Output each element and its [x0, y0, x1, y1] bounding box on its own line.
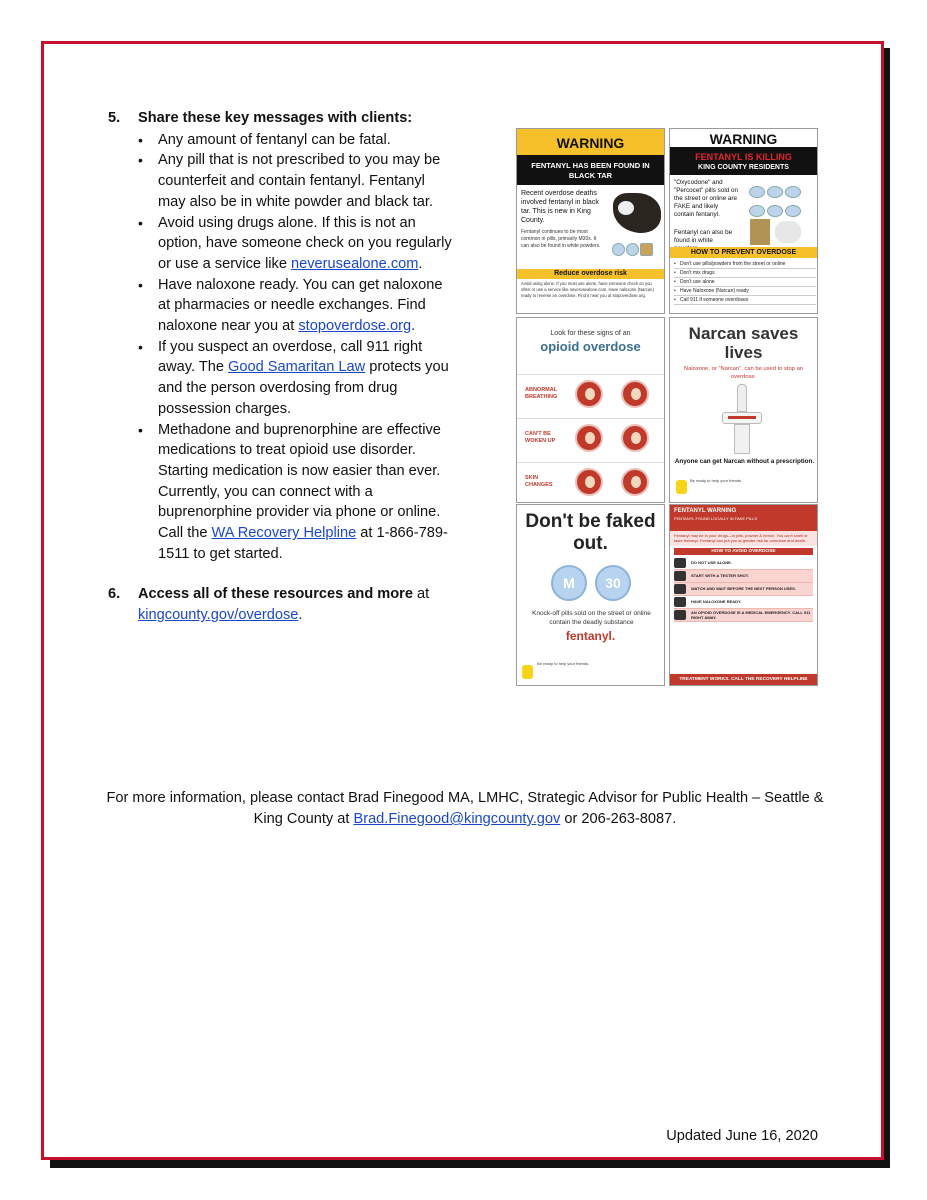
key-messages — [108, 108, 453, 626]
poster-title: Don't be faked out. — [525, 511, 656, 554]
item-6: 6. Access all of these resources and more at kingcounty.gov/overdose. — [108, 584, 453, 625]
item-number: 5. — [108, 110, 121, 126]
pill-icon: 30 — [595, 565, 631, 601]
reduce-risk-band: Reduce overdose risk — [517, 269, 664, 279]
good-samaritan-law-link[interactable]: Good Samaritan Law — [228, 359, 366, 376]
poster-footer-band: TREATMENT WORKS. CALL THE RECOVERY HELPLINE — [670, 674, 817, 685]
clock-icon — [674, 584, 686, 594]
pills-image — [612, 243, 654, 261]
tip-row: DO NOT USE ALONE. — [674, 557, 813, 570]
warning-header: FENTANYL WARNING FENTANYL FOUND LOCALLY IN FAKE PILLS — [670, 505, 817, 531]
bullet-list — [138, 130, 453, 565]
list-item: • Don't mix drugs — [674, 269, 816, 278]
poster-overdose-signs — [516, 317, 665, 503]
sign-illustration-icon — [575, 468, 603, 496]
poster-footnote: Be ready to help your friends. — [537, 661, 590, 666]
poster-text: Fentanyl can also be found in white — [674, 229, 733, 244]
poster-text: fentanyl. — [565, 629, 616, 643]
poster-black-tar — [516, 128, 665, 314]
item-5 — [108, 108, 453, 564]
warning-header: WARNING — [517, 129, 664, 157]
poster-text: Naloxone, or "Narcan", can be used to stop an overdose. — [683, 366, 804, 380]
warning-band: KING COUNTY RESIDENTS — [670, 163, 817, 175]
poster-fake-pills — [516, 504, 665, 686]
poster-title: opioid overdose — [540, 339, 641, 354]
people-icon — [674, 558, 686, 568]
item-number: 6. — [108, 586, 121, 603]
poster-text: Knock-off pills sold on the street or online contain the deadly substance — [532, 610, 651, 626]
neverusealone-link[interactable]: neverusealone.com — [291, 255, 419, 272]
powder-image — [750, 219, 770, 245]
snapchat-icon — [522, 665, 533, 679]
bullet-item: • Any amount of fentanyl can be fatal. — [138, 130, 453, 151]
wa-recovery-helpline-link[interactable]: WA Recovery Helpline — [211, 525, 357, 542]
tip-row: AN OPIOID OVERDOSE IS A MEDICAL EMERGENCY. CALL 911 RIGHT AWAY. — [674, 609, 813, 622]
warning-header: WARNING — [670, 129, 817, 149]
tip-row: HAVE NALOXONE READY. — [674, 596, 813, 609]
sign-illustration-icon — [621, 380, 649, 408]
prevent-list — [674, 260, 816, 305]
poster-text: Look for these signs of an — [550, 330, 631, 337]
contact-email-link[interactable]: Brad.Finegood@kingcounty.gov — [353, 811, 561, 827]
black-tar-image — [613, 193, 661, 233]
sign-illustration-icon — [621, 468, 649, 496]
poster-text: Fentanyl continues to be most common in pills, primarily M30s. It can also be found in white powders. — [521, 229, 601, 249]
item-title: Share these key messages with clients: — [138, 110, 413, 126]
ambulance-icon — [674, 610, 686, 620]
list-item: • Don't use pills/powders from the street or online — [674, 260, 816, 269]
updated-date: Updated June 16, 2020 — [666, 1128, 818, 1144]
naloxone-icon — [674, 597, 686, 607]
bullet-item: • Methadone and buprenorphine are effective medications to treat opioid use disorder. Starting medication is now easier than ever. Currently, you can connect with a buprenorphine provider via phone or online. Call the WA Recovery Helpline at 1-866-789-1511 to get started. — [138, 420, 453, 565]
warning-band: FENTANYL HAS BEEN FOUND IN BLACK TAR — [517, 157, 664, 185]
pills-image — [748, 185, 816, 223]
kingcounty-overdose-link[interactable]: kingcounty.gov/overdose — [138, 607, 299, 624]
bullet-item: • Any pill that is not prescribed to you may be counterfeit and contain fentanyl. Fentanyl may also be in white powder and black tar. — [138, 150, 453, 212]
poster-title: Narcan saves lives — [688, 324, 799, 362]
sign-illustration-icon — [575, 380, 603, 408]
poster-footnote: Be ready to help your friends. — [690, 478, 743, 483]
sign-row: SKIN CHANGES — [517, 462, 664, 502]
stopoverdose-link[interactable]: stopoverdose.org — [298, 318, 412, 335]
contact-info: For more information, please contact Brad Finegood MA, LMHC, Strategic Advisor for Public Health – Seattle & King County at Brad.Finegood@kingcounty.gov or 206-263-8087. — [106, 790, 824, 827]
sign-illustration-icon — [575, 424, 603, 452]
poster-narcan — [669, 317, 818, 503]
tip-row: START WITH A TESTER SHOT. — [674, 570, 813, 583]
poster-subheader: HOW TO AVOID OVERDOSE — [674, 548, 813, 555]
nasal-spray-icon — [722, 384, 762, 454]
prevent-band: HOW TO PREVENT OVERDOSE — [670, 247, 817, 258]
item-title: Access all of these resources and more — [138, 586, 413, 603]
sign-row: CAN'T BE WOKEN UP — [517, 418, 664, 458]
bullet-item: • If you suspect an overdose, call 911 right away. The Good Samaritan Law protects you and the person overdosing from drug possession charges. — [138, 337, 453, 420]
poster-text: Anyone can get Narcan without a prescription. — [674, 458, 815, 465]
poster-footnote: Avoid using alone. If you must use alone, have someone check on you often or use a service like neverusealone.com. Have naloxone (Narcan) ready to reverse an overdose. Find it near you at stopoverdose.org. — [521, 281, 654, 298]
poster-fentanyl-warning — [669, 504, 818, 686]
bullet-item: • Have naloxone ready. You can get naloxone at pharmacies or needle exchanges. Find naloxone near you at stopoverdose.org. — [138, 275, 453, 337]
list-item: • Call 911 if someone overdoses — [674, 296, 816, 305]
poster-text: Recent overdose deaths involved fentanyl in black tar. This is new in King County. — [521, 190, 599, 224]
powder-image — [775, 221, 801, 243]
sign-row: ABNORMAL BREATHING — [517, 374, 664, 414]
poster-text: Fentanyl may be in your drugs—in pills, powder & heroin. You can't smell or taste fentanyl. Fentanyl can put you at greater risk for overdose and death. — [670, 531, 817, 546]
poster-king-county — [669, 128, 818, 314]
list-item: • Don't use alone — [674, 278, 816, 287]
syringe-icon — [674, 571, 686, 581]
tip-row: WATCH AND WAIT BEFORE THE NEXT PERSON USES. — [674, 583, 813, 596]
bullet-item: • Avoid using drugs alone. If this is not an option, have someone check on you regularly or use a service like neverusealone.com. — [138, 213, 453, 275]
snapchat-icon — [676, 480, 687, 494]
list-item: • Have Naloxone (Narcan) ready — [674, 287, 816, 296]
poster-text: "Oxycodone" and "Percocet" pills sold on the street or online are FAKE and likely contain fentanyl. — [674, 179, 738, 218]
sign-illustration-icon — [621, 424, 649, 452]
warning-band: FENTANYL IS KILLING — [670, 149, 817, 163]
pill-icon: M — [551, 565, 587, 601]
